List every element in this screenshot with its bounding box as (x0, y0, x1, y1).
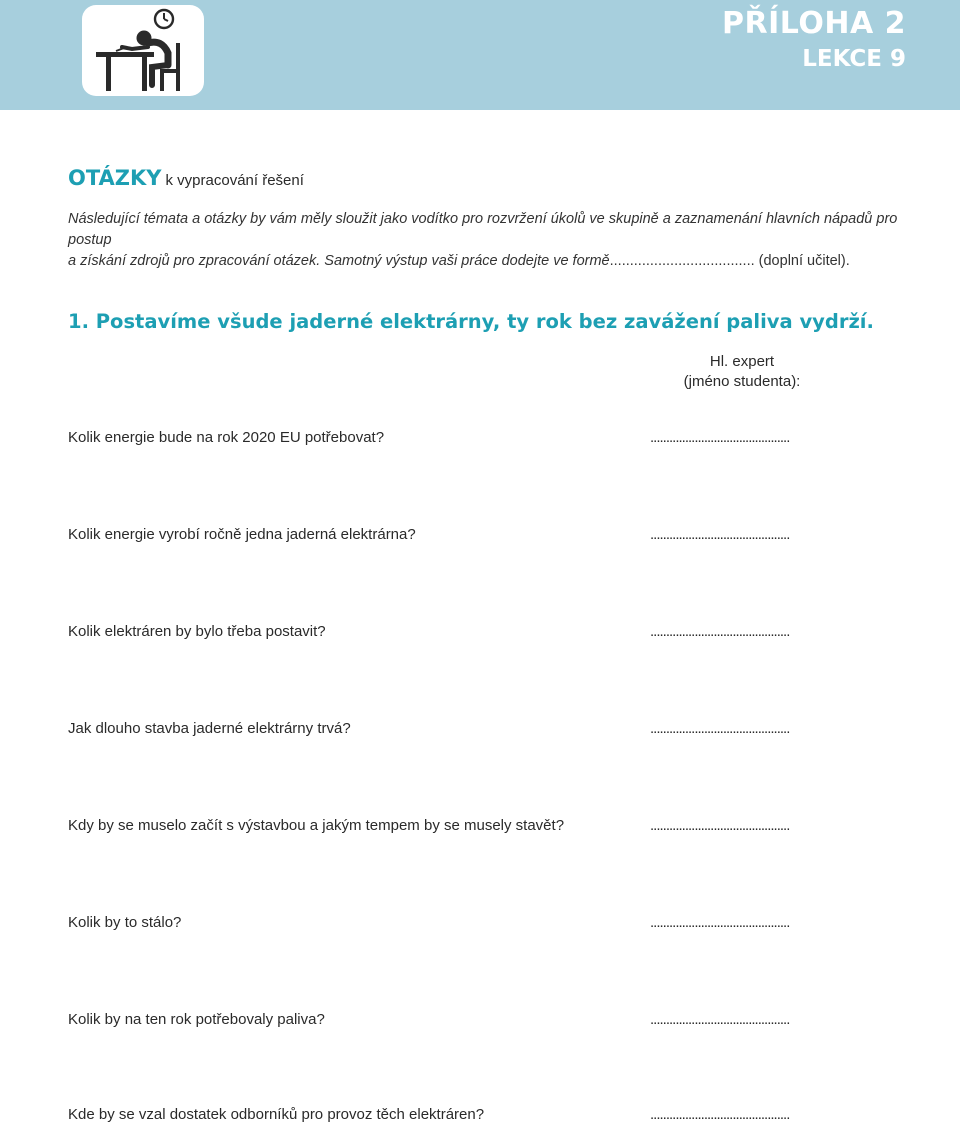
answer-blank[interactable]: ............................................ (650, 429, 790, 446)
header-band (0, 0, 960, 110)
question-text: Kolik energie bude na rok 2020 EU potřebovat? (68, 429, 385, 446)
lesson-title: LEKCE 9 (802, 46, 906, 72)
question-text: Kolik by na ten rok potřebovaly paliva? (68, 1011, 325, 1028)
answer-blank[interactable]: ............................................ (650, 914, 790, 931)
expert-label-line-1: Hl. expert (709, 353, 775, 370)
expert-label-line-2: (jméno studenta): (683, 373, 801, 390)
section-heading-title: OTÁZKY (68, 166, 162, 190)
logo (82, 5, 204, 96)
section-heading-subtitle: k vypracování řešení (165, 172, 304, 189)
answer-blank[interactable]: ............................................ (650, 1011, 790, 1028)
section-heading (68, 166, 304, 190)
answer-blank[interactable]: ............................................ (650, 1106, 790, 1123)
question-row (68, 817, 868, 839)
question-row (68, 914, 868, 936)
answer-blank[interactable]: ............................................ (650, 720, 790, 737)
student-at-desk-clock-icon (82, 5, 204, 96)
intro-line-2-end: (doplní učitel). (754, 253, 850, 269)
topic-title: 1. Postavíme všude jaderné elektrárny, ty rok bez zavážení paliva vydrží. (68, 310, 874, 333)
intro-paragraph (68, 209, 928, 272)
question-text: Kde by se vzal dostatek odborníků pro provoz těch elektráren? (68, 1106, 485, 1123)
answer-blank[interactable]: ............................................ (650, 817, 790, 834)
intro-line-2: a získání zdrojů pro zpracování otázek. Samotný výstup vaši práce dodejte ve formě (68, 253, 610, 269)
question-text: Jak dlouho stavba jaderné elektrárny trvá? (68, 720, 351, 737)
question-text: Kolik elektráren by bylo třeba postavit? (68, 623, 326, 640)
question-row (68, 526, 868, 548)
appendix-title: PŘÍLOHA 2 (722, 6, 906, 41)
answer-blank[interactable]: ............................................ (650, 623, 790, 640)
question-row (68, 1106, 868, 1128)
question-row (68, 429, 868, 451)
expert-label (674, 352, 810, 392)
question-text: Kdy by se muselo začít s výstavbou a jakým tempem by se musely stavět? (68, 817, 565, 834)
question-row (68, 623, 868, 645)
question-text: Kolik by to stálo? (68, 914, 182, 931)
intro-blank: .................................... (609, 253, 755, 269)
question-row (68, 1011, 868, 1033)
question-row (68, 720, 868, 742)
intro-line-1: Následující témata a otázky by vám měly sloužit jako vodítko pro rozvržení úkolů ve skupině a zaznamenání hlavních nápadů pro postup (68, 211, 898, 248)
question-text: Kolik energie vyrobí ročně jedna jaderná elektrárna? (68, 526, 416, 543)
answer-blank[interactable]: ............................................ (650, 526, 790, 543)
